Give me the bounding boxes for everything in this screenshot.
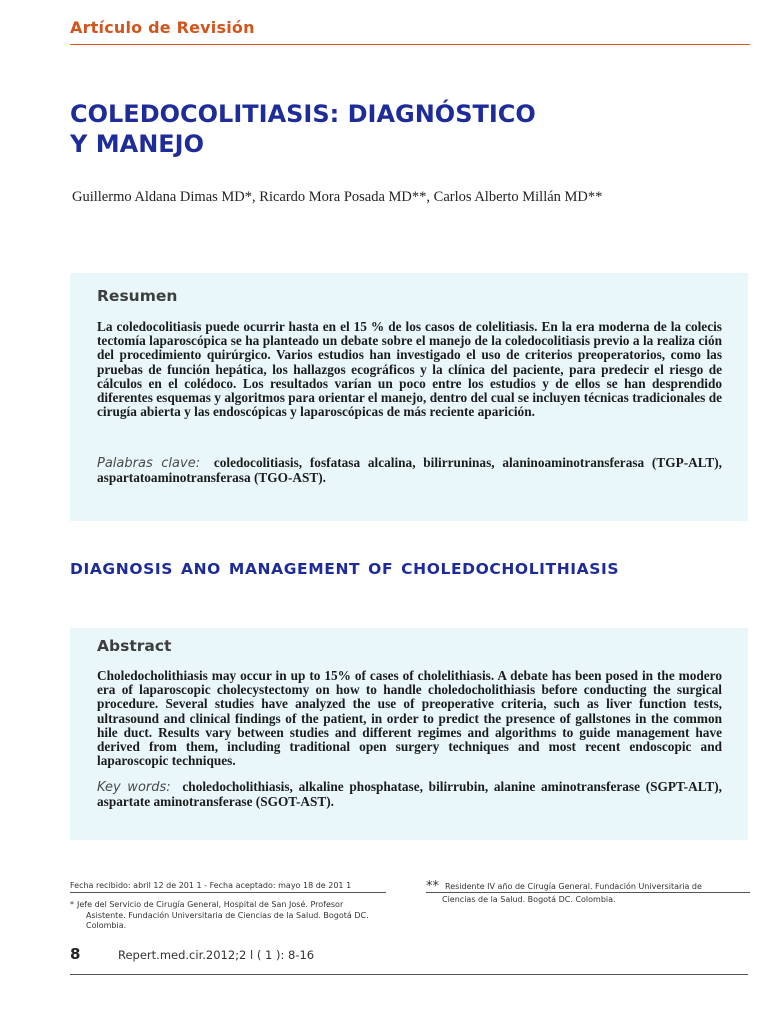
title-line-2: Y MANEJO: [70, 130, 205, 158]
author-list: Guillermo Aldana Dimas MD*, Ricardo Mora Posada MD**, Carlos Alberto Millán MD**: [72, 189, 603, 205]
resumen-text: La coledocolitiasis puede ocurrir hasta en el 15 % de los casos de colelitiasis. En la era moderna de la colecis tectomía laparoscópica se ha planteado un debate sobre el manejo de la coledocolitiasis previo a la realiza ción del procedimiento quirúrgico. Varios estudios han investigado el uso de criterios preoperatorios, como las pruebas de función hepática, los hallazgos ecográficos y la clínica del paciente, para predecir el riesgo de cálculos en el colédoco. Los resultados varían un poco entre los estudios y de ellos se han desprendido diferentes esquemas y algoritmos para orientar el manejo, dentro del cual se incluyen técnicas tradicionales de cirugía abierta y las endoscópicas y laparoscópicas de más reciente aparición.: [97, 319, 722, 420]
footnote-mark-single: *: [70, 900, 74, 909]
abstract-box: [70, 628, 748, 840]
palabras-clave: [97, 456, 722, 485]
footnote-1-line-2: Asistente. Fundación Universitaria de Ciencias de la Salud. Bogotá DC. Colombia.: [86, 910, 369, 930]
footnote-mark-double: **: [426, 879, 439, 894]
footnote-divider-left: [70, 892, 386, 893]
key-words: [97, 780, 722, 809]
title-line-1: COLEDOCOLITIASIS: DIAGNÓSTICO: [70, 100, 536, 128]
palabras-clave-label: Palabras clave:: [97, 456, 201, 471]
footnote-authors-2: [426, 880, 726, 906]
abstract-heading: Abstract: [97, 637, 172, 655]
resumen-box: [70, 273, 748, 521]
footnote-2-line-1: Residente IV año de Cirugía General. Fundación Universitaria de: [445, 882, 702, 891]
footnote-1-line-1: Jefe del Servicio de Cirugía General, Hospital de San José. Profesor: [77, 900, 344, 909]
english-title: DIAGNOSIS ANO MANAGEMENT OF CHOLEDOCHOLITHIASIS: [70, 560, 620, 578]
page-number: 8: [70, 945, 81, 963]
footnote-2-line-2: Ciencias de la Salud. Bogotá DC. Colombia.: [442, 895, 616, 904]
palabras-clave-list: coledocolitiasis, fosfatasa alcalina, bilirruninas, alaninoaminotransferasa (TGP-ALT), aspartatoaminotransferasa (TGO-AST).: [97, 455, 722, 486]
key-words-list: choledocholithiasis, alkaline phosphatase, bilirrubin, alanine aminotransferase (SGPT-ALT), aspartate aminotransferase (SGOT-AST).: [97, 779, 722, 810]
abstract-text: Choledocholithiasis may occur in up to 15% of cases of cholelithiasis. A debate has been posed in the modero era of laparoscopic cholecystectomy on how to handle choledocholithiasis before conducting the surgical procedure. Several studies have analyzed the use of preoperative criteria, such as liver function tests, ultrasound and clinical findings of the patient, in order to predict the presence of gallstones in the common hile duct. Results vary between studies and different regimes and algorithms to guide management have derived from them, including traditional open surgery techniques and most recent endoscopic and laparoscopic techniques.: [97, 668, 722, 769]
journal-citation: Repert.med.cir.2012;2 l ( 1 ): 8-16: [118, 948, 315, 962]
article-title: [70, 99, 630, 159]
key-words-label: Key words:: [97, 780, 171, 795]
resumen-heading: Resumen: [97, 287, 178, 305]
section-label: Artículo de Revisión: [70, 18, 255, 37]
footer-divider: [70, 974, 748, 975]
footnote-author-1: [70, 900, 405, 932]
received-accepted-dates: Fecha recibido: abril 12 de 201 1 - Fecha aceptado: mayo 18 de 201 1: [70, 881, 352, 890]
header-divider: [70, 44, 750, 45]
